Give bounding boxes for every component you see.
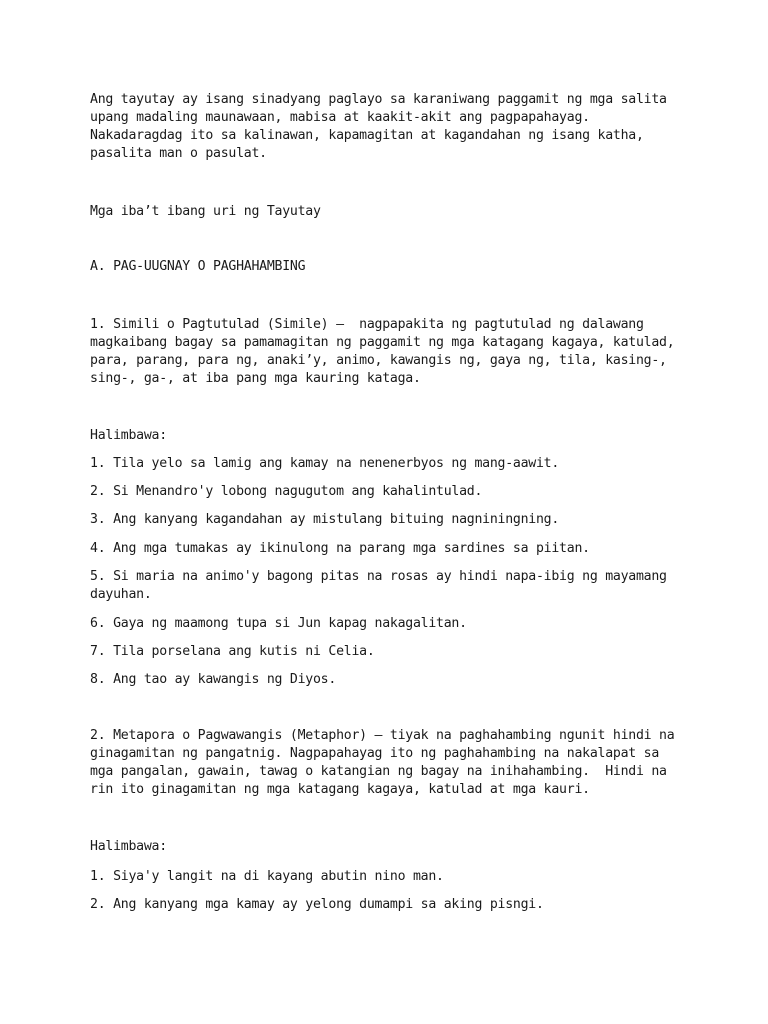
metapora-example: 1. Siya'y langit na di kayang abutin nino man.	[90, 869, 444, 884]
section-a-heading: A. PAG-UUGNAY O PAGHAHAMBING	[90, 259, 306, 274]
simili-examples-label: Halimbawa:	[90, 428, 167, 443]
intro-paragraph: Ang tayutay ay isang sinadyang paglayo sa karaniwang paggamit ng mga salita upang madaling maunawaan, mabisa at kaakit-akit ang pagpapahayag. Nakadaragdag ito sa kalinawan, kapamagitan at kagandahan ng isang katha, pasalita man o pasulat.	[90, 92, 667, 161]
simili-definition: 1. Simili o Pagtutulad (Simile) – nagpapakita ng pagtutulad ng dalawang magkaibang bagay sa pamamagitan ng paggamit ng mga katagang kagaya, katulad, para, parang, para ng, anaki’y, animo, kawangis ng, gaya ng, tila, kasing-, sing-, ga-, at iba pang mga kauring kataga.	[90, 317, 675, 386]
simili-example: 8. Ang tao ay kawangis ng Diyos.	[90, 672, 337, 687]
types-heading: Mga iba’t ibang uri ng Tayutay	[90, 204, 321, 219]
metapora-examples-label: Halimbawa:	[90, 839, 167, 854]
metapora-definition: 2. Metapora o Pagwawangis (Metaphor) – tiyak na paghahambing ngunit hindi na ginagamitan ng pangatnig. Nagpapahayag ito ng paghahambing na nakalapat sa mga pangalan, gawain, tawag o katangian ng bagay na inihahambing. Hindi na rin ito ginagamitan ng mga katagang kagaya, katulad at mga kauri.	[90, 728, 675, 797]
simili-example: 6. Gaya ng maamong tupa si Jun kapag nakagalitan.	[90, 616, 467, 631]
simili-example: 5. Si maria na animo'y bagong pitas na rosas ay hindi napa-ibig ng mayamang dayuhan.	[90, 569, 667, 602]
simili-example: 7. Tila porselana ang kutis ni Celia.	[90, 644, 375, 659]
metapora-example: 2. Ang kanyang mga kamay ay yelong dumampi sa aking pisngi.	[90, 897, 544, 912]
simili-example: 1. Tila yelo sa lamig ang kamay na nenenerbyos ng mang-aawit.	[90, 456, 560, 471]
simili-example: 2. Si Menandro'y lobong nagugutom ang kahalintulad.	[90, 484, 483, 499]
simili-example: 4. Ang mga tumakas ay ikinulong na parang mga sardines sa piitan.	[90, 541, 590, 556]
simili-example: 3. Ang kanyang kagandahan ay mistulang bituing nagniningning.	[90, 512, 560, 527]
